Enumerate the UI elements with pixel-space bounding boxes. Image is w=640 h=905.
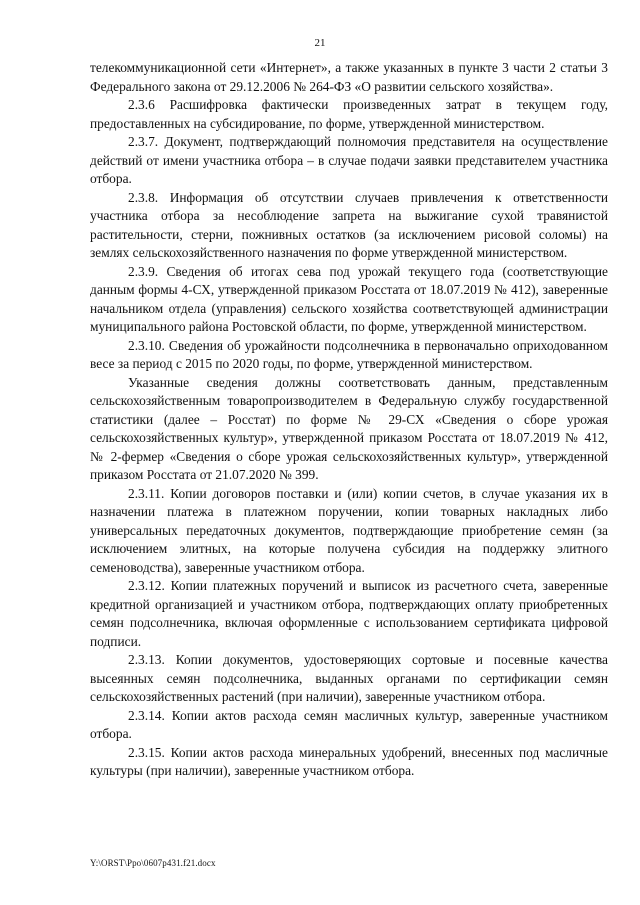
paragraph-2-3-12: 2.3.12. Копии платежных поручений и выписок из расчетного счета, заверенные кредитной организацией и участником отбора, подтверждающих оплату приобретенных семян подсолнечника, включая оформленные с использованием сертификата цифровой подписи. bbox=[90, 578, 608, 649]
paragraph-continuation: телекоммуникационной сети «Интернет», а также указанных в пункте 3 части 2 статьи 3 Федерального закона от 29.12.2006 № 264-ФЗ «О развитии сельского хозяйства». bbox=[90, 60, 608, 94]
document-body bbox=[90, 59, 608, 781]
page-number: 21 bbox=[314, 37, 326, 49]
paragraph-rosstat-note: Указанные сведения должны соответствовать данным, представленным сельскохозяйственным товаропроизводителем в Федеральную службу государственной статистики (далее – Росстат) по форме № 29-СХ «Сведения о сборе урожая сельскохозяйственных культур», утвержденной приказом Росстата от 18.07.2019 № 412, № 2-фермер «Сведения о сборе урожая сельскохозяйственных культур», утвержденной приказом Росстата от 21.07.2020 № 399. bbox=[90, 374, 608, 482]
paragraph-2-3-10: 2.3.10. Сведения об урожайности подсолнечника в первоначально оприходованном весе за период с 2015 по 2020 годы, по форме, утвержденной министерством. bbox=[90, 337, 608, 371]
paragraph-2-3-6: 2.3.6 Расшифровка фактически произведенных затрат в текущем году, предоставленных на субсидирование, по форме, утвержденной министерством. bbox=[90, 97, 608, 131]
paragraph-2-3-11: 2.3.11. Копии договоров поставки и (или) копии счетов, в случае указания их в назначении платежа в платежном поручении, копии товарных накладных либо универсальных передаточных документов, подтверждающие приобретение семян (за исключением элитных, на которые получена субсидия на поддержку элитного семеноводства), заверенные участником отбора. bbox=[90, 485, 608, 575]
paragraph-2-3-9: 2.3.9. Сведения об итогах сева под урожай текущего года (соответствующие данным формы 4-СХ, утвержденной приказом Росстата от 18.07.2019 № 412), заверенные начальником отдела (управления) сельского хозяйства соответствующей администрации муниципального района Ростовской области, по форме, утвержденной министерством. bbox=[90, 263, 608, 334]
paragraph-2-3-13: 2.3.13. Копии документов, удостоверяющих сортовые и посевные качества высеянных семян подсолнечника, выданных органами по сертификации семян сельскохозяйственных растений (при наличии), заверенные участником отбора. bbox=[90, 652, 608, 704]
paragraph-2-3-15: 2.3.15. Копии актов расхода минеральных удобрений, внесенных под масличные культуры (при наличии), заверенные участником отбора. bbox=[90, 744, 608, 778]
paragraph-2-3-8: 2.3.8. Информация об отсутствии случаев привлечения к ответственности участника отбора за несоблюдение запрета на выжигание сухой травянистой растительности, стерни, пожнивных остатков (за исключением рисовой соломы) на землях сельскохозяйственного назначения по форме утвержденной министерством. bbox=[90, 189, 608, 260]
paragraph-2-3-7: 2.3.7. Документ, подтверждающий полномочия представителя на осуществление действий от имени участника отбора – в случае подачи заявки представителем участника отбора. bbox=[90, 134, 608, 186]
footer-file-path: Y:\ORST\Ppo\0607p431.f21.docx bbox=[90, 858, 216, 868]
paragraph-2-3-14: 2.3.14. Копии актов расхода семян масличных культур, заверенные участником отбора. bbox=[90, 707, 608, 741]
